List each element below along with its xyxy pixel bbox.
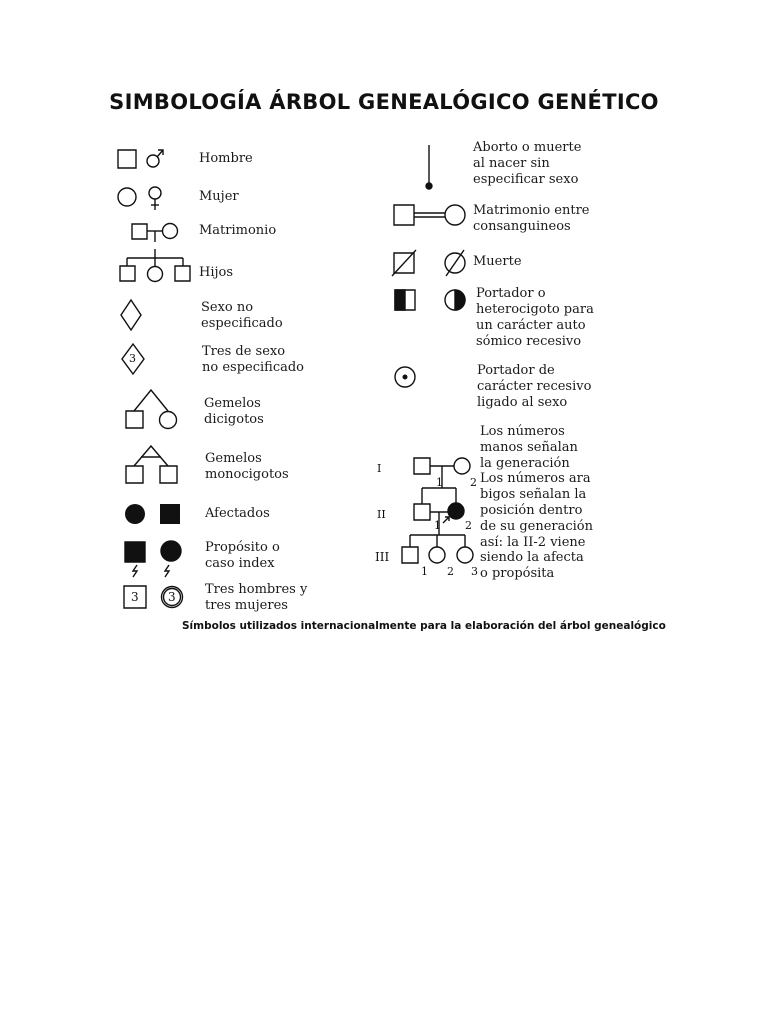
label-portador-ligado: Portador de carácter recesivo ligado al sexo [477, 363, 592, 410]
monozygotic-twins-icon [126, 446, 177, 483]
position-iii-1: 1 [421, 565, 428, 578]
label-mujer: Mujer [199, 189, 239, 204]
female-circle-icon [118, 188, 136, 206]
affected-filled-icon [125, 504, 180, 524]
mars-icon [147, 150, 163, 167]
generation-label-2: II [377, 508, 386, 521]
label-gemelos-monocigotos: Gemelos monocigotos [205, 451, 289, 482]
page-title: SIMBOLOGÍA ÁRBOL GENEALÓGICO GENÉTICO [109, 90, 659, 114]
children-sibship-icon [120, 249, 190, 282]
label-gemelos-dicigotos: Gemelos dicigotos [204, 396, 264, 427]
half-filled-carrier-icon [395, 290, 465, 310]
figure-caption: Símbolos utilizados internacionalmente para la elaboración del árbol genealógico [182, 620, 666, 632]
position-i-1: 1 [436, 476, 443, 489]
diamond-icon [121, 300, 141, 330]
generation-label-1: I [377, 462, 382, 475]
male-square-icon [118, 150, 136, 168]
position-i-2: 2 [470, 476, 477, 489]
dizygotic-twins-icon [126, 390, 177, 429]
diamond-number: 3 [129, 352, 136, 365]
label-pedigree-explanation: Los números manos señalan la generación Los números ara bigos señalan la posición dentro de su generación así: la II-2 viene siendo la afecta o propósita [480, 424, 594, 582]
label-aborto: Aborto o muerte al nacer sin especificar sexo [473, 140, 582, 187]
label-tres-de-sexo: Tres de sexo no especificado [202, 344, 305, 375]
label-sexo-no-especificado: Sexo no especificado [201, 300, 283, 331]
label-afectados: Afectados [205, 506, 270, 521]
label-hombre: Hombre [199, 151, 253, 166]
square-number: 3 [131, 590, 139, 604]
consanguineous-marriage-icon [394, 205, 465, 225]
abortion-line-icon [426, 145, 432, 189]
position-ii-2: 2 [465, 519, 472, 532]
circle-number: 3 [168, 590, 176, 604]
label-tres-hombres: Tres hombres y tres mujeres [205, 582, 308, 613]
pedigree-example-icon [402, 458, 473, 563]
deceased-slashed-icon [392, 250, 465, 276]
position-ii-1: 1 [434, 519, 441, 532]
venus-icon [149, 187, 161, 210]
generation-label-3: III [375, 550, 390, 564]
label-muerte: Muerte [473, 254, 522, 269]
position-iii-2: 2 [447, 565, 454, 578]
label-matrimonio: Matrimonio [199, 223, 277, 238]
label-proposito: Propósito o caso index [205, 540, 280, 571]
position-iii-3: 3 [471, 565, 478, 578]
label-portador-heterocigoto: Portador o heterocigoto para un carácter auto sómico recesivo [476, 286, 594, 349]
proband-arrow-icon [125, 541, 181, 577]
dotted-circle-carrier-icon [395, 367, 415, 387]
marriage-line-icon [132, 224, 178, 243]
label-matrimonio-consanguineos: Matrimonio entre consanguineos [473, 203, 590, 234]
label-hijos: Hijos [199, 265, 234, 280]
